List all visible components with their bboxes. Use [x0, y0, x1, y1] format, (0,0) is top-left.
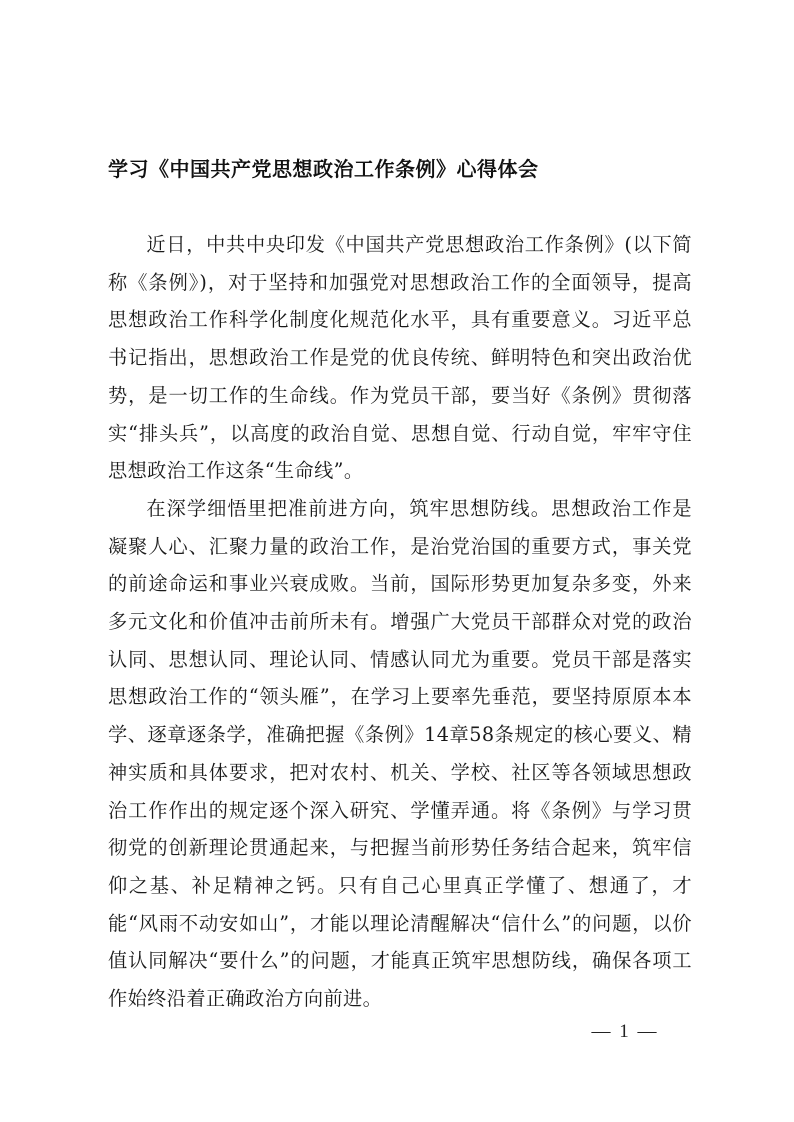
page-number: — 1 — — [591, 1021, 659, 1042]
body-paragraph-2: 在深学细悟里把准前进方向，筑牢思想防线。思想政治工作是凝聚人心、汇聚力量的政治工作，是治党治国的重要方式，事关党的前途命运和事业兴衰成败。当前，国际形势更加复杂多变，外来多元文化和价值冲击前所未有。增强广大党员干部群众对党的政治认同、思想认同、理论认同、情感认同尤为重要。党员干部是落实思想政治工作的“领头雁”，在学习上要率先垂范，要坚持原原本本学、逐章逐条学，准确把握《条例》14章58条规定的核心要义、精神实质和具体要求，把对农村、机关、学校、社区等各领域思想政治工作作出的规定逐个深入研究、学懂弄通。将《条例》与学习贯彻党的创新理论贯通起来，与把握当前形势任务结合起来，筑牢信仰之基、补足精神之钙。只有自己心里真正学懂了、想通了，才能“风雨不动安如山”，才能以理论清醒解决“信什么”的问题，以价值认同解决“要什么”的问题，才能真正筑牢思想防线，确保各项工作始终沿着正确政治方向前进。 — [108, 496, 692, 1011]
body-paragraph-1: 近日，中共中央印发《中国共产党思想政治工作条例》(以下简称《条例》)，对于坚持和加强党对思想政治工作的全面领导，提高思想政治工作科学化制度化规范化水平，具有重要意义。习近平总书记指出，思想政治工作是党的优良传统、鲜明特色和突出政治优势，是一切工作的生命线。作为党员干部，要当好《条例》贯彻落实“排头兵”，以高度的政治自觉、思想自觉、行动自觉，牢牢守住思想政治工作这条“生命线”。 — [108, 233, 692, 483]
document-body — [108, 226, 692, 1018]
document-title: 学习《中国共产党思想政治工作条例》心得体会 — [108, 157, 539, 181]
